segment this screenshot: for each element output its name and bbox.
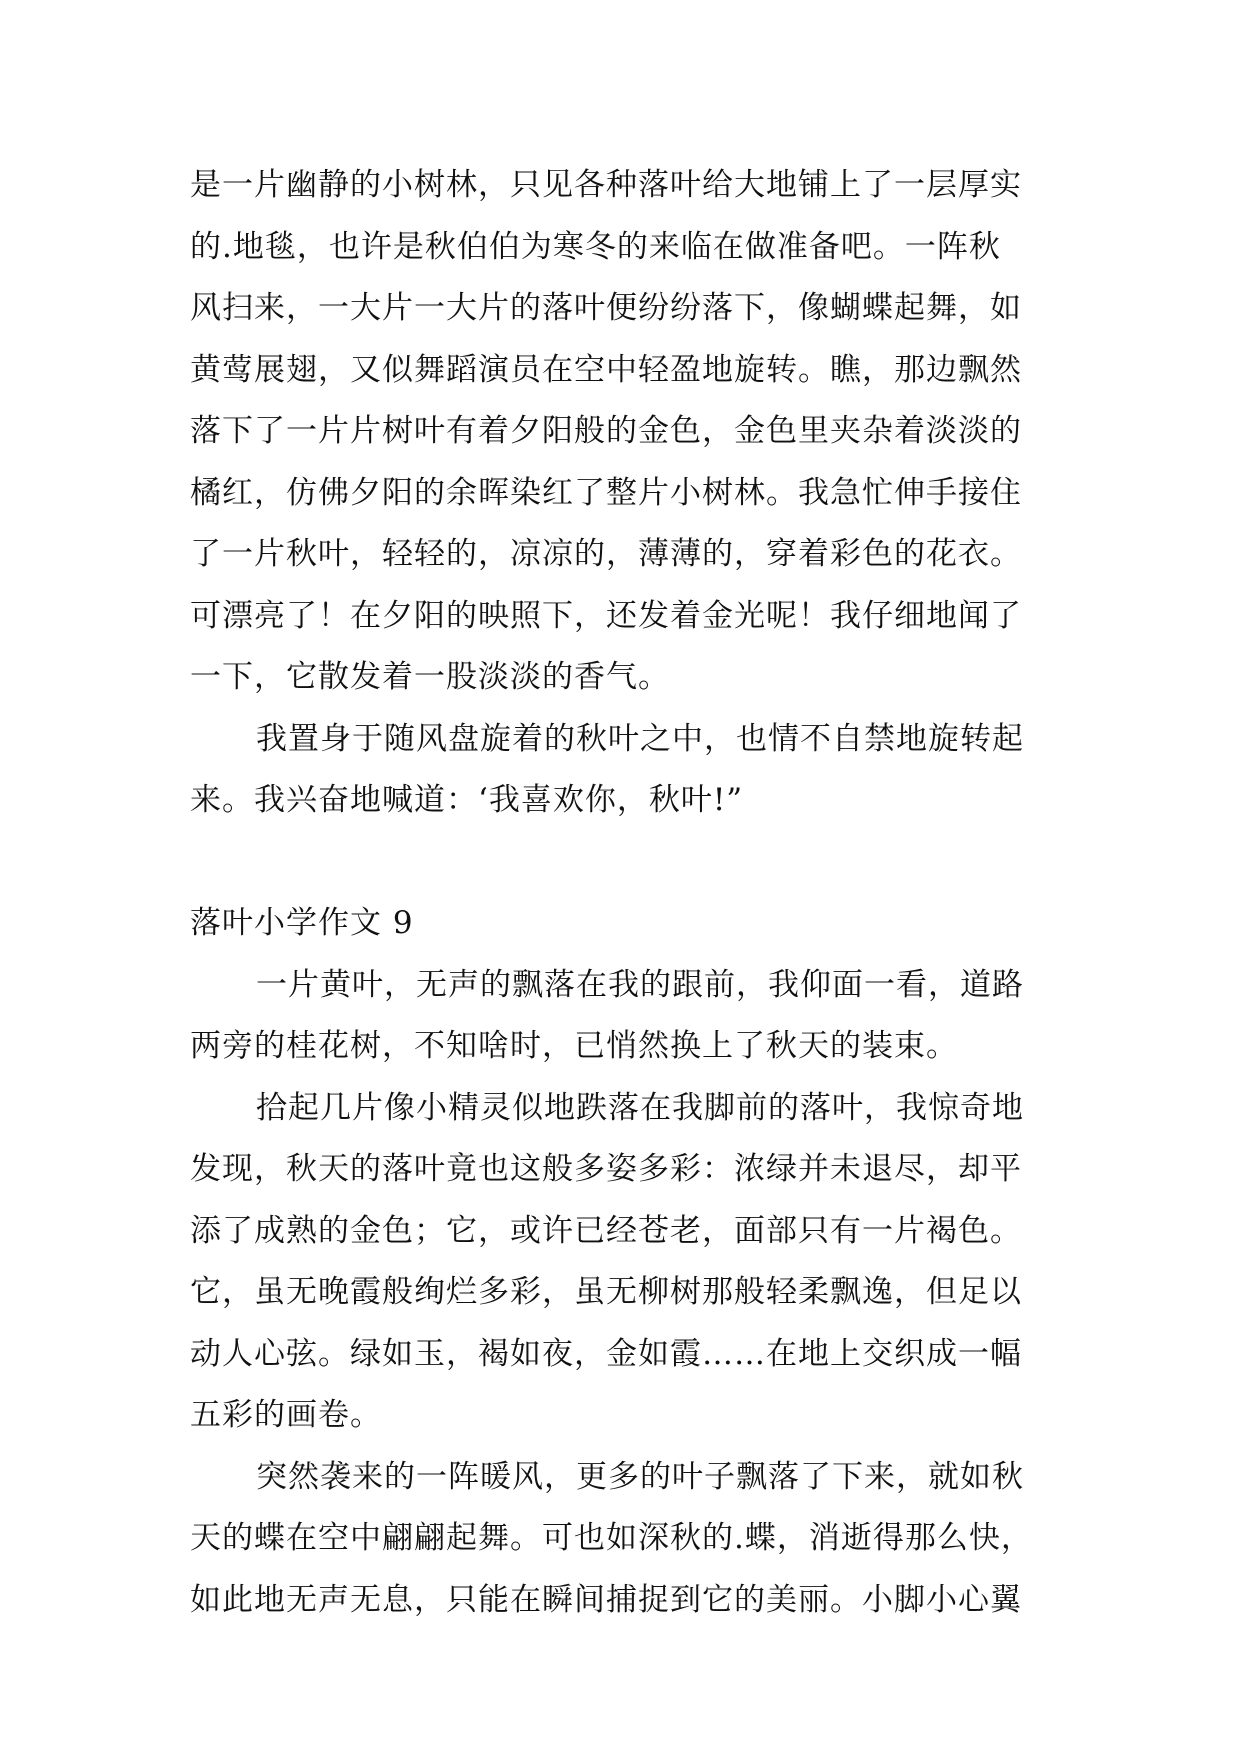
- paragraph: [190, 709, 1060, 832]
- text-line: 添了成熟的金色；它，或许已经苍老，面部只有一片褐色。: [190, 1212, 1022, 1249]
- text-line: 我置身于随风盘旋着的秋叶之中，也情不自禁地旋转起: [256, 720, 1024, 757]
- text-line: 动人心弦。绿如玉，褐如夜，金如霞……在地上交织成一幅: [190, 1335, 1022, 1372]
- text-line: 是一片幽静的小树林，只见各种落叶给大地铺上了一层厚实: [190, 167, 1022, 203]
- paragraph: [190, 1078, 1060, 1447]
- text-line: 一下，它散发着一股淡淡的香气。: [190, 659, 670, 695]
- section-title: 落叶小学作文 9: [190, 905, 414, 941]
- document-body: [190, 155, 1060, 1631]
- paragraph: [190, 1447, 1060, 1632]
- text-line: 五彩的画卷。: [190, 1397, 382, 1433]
- text-line: 拾起几片像小精灵似地跌落在我脚前的落叶，我惊奇地: [256, 1089, 1024, 1126]
- text-line: 两旁的桂花树，不知啥时，已悄然换上了秋天的装束。: [190, 1028, 958, 1064]
- text-line: 它，虽无晚霞般绚烂多彩，虽无柳树那般轻柔飘逸，但足以: [190, 1274, 1022, 1310]
- text-line: 如此地无声无息，只能在瞬间捕捉到它的美丽。小脚小心翼: [190, 1581, 1022, 1618]
- text-line: 了一片秋叶，轻轻的，凉凉的，薄薄的，穿着彩色的花衣。: [190, 536, 1022, 572]
- text-line: 黄莺展翅，又似舞蹈演员在空中轻盈地旋转。瞧，那边飘然: [190, 351, 1022, 388]
- text-line: 的.地毯，也许是秋伯伯为寒冬的来临在做准备吧。一阵秋: [190, 228, 1001, 265]
- text-line: 发现，秋天的落叶竟也这般多姿多彩：浓绿并未退尽，却平: [190, 1151, 1022, 1187]
- text-line: 橘红，仿佛夕阳的余晖染红了整片小树林。我急忙伸手接住: [190, 474, 1022, 511]
- text-line: 来。我兴奋地喊道：‘我喜欢你，秋叶!”: [190, 782, 744, 818]
- paragraph: [190, 955, 1060, 1078]
- paragraph-continued: [190, 155, 1060, 709]
- text-line: 一片黄叶，无声的飘落在我的跟前，我仰面一看，道路: [256, 966, 1024, 1003]
- text-line: 风扫来，一大片一大片的落叶便纷纷落下，像蝴蝶起舞，如: [190, 290, 1022, 326]
- section-spacer: [190, 832, 1060, 894]
- text-line: 可漂亮了！在夕阳的映照下，还发着金光呢！我仔细地闻了: [190, 597, 1022, 634]
- text-line: 落下了一片片树叶有着夕阳般的金色，金色里夹杂着淡淡的: [190, 413, 1022, 449]
- text-line: 突然袭来的一阵暖风，更多的叶子飘落了下来，就如秋: [256, 1458, 1024, 1495]
- text-line: 天的蝶在空中翩翩起舞。可也如深秋的.蝶，消逝得那么快，: [190, 1520, 1033, 1556]
